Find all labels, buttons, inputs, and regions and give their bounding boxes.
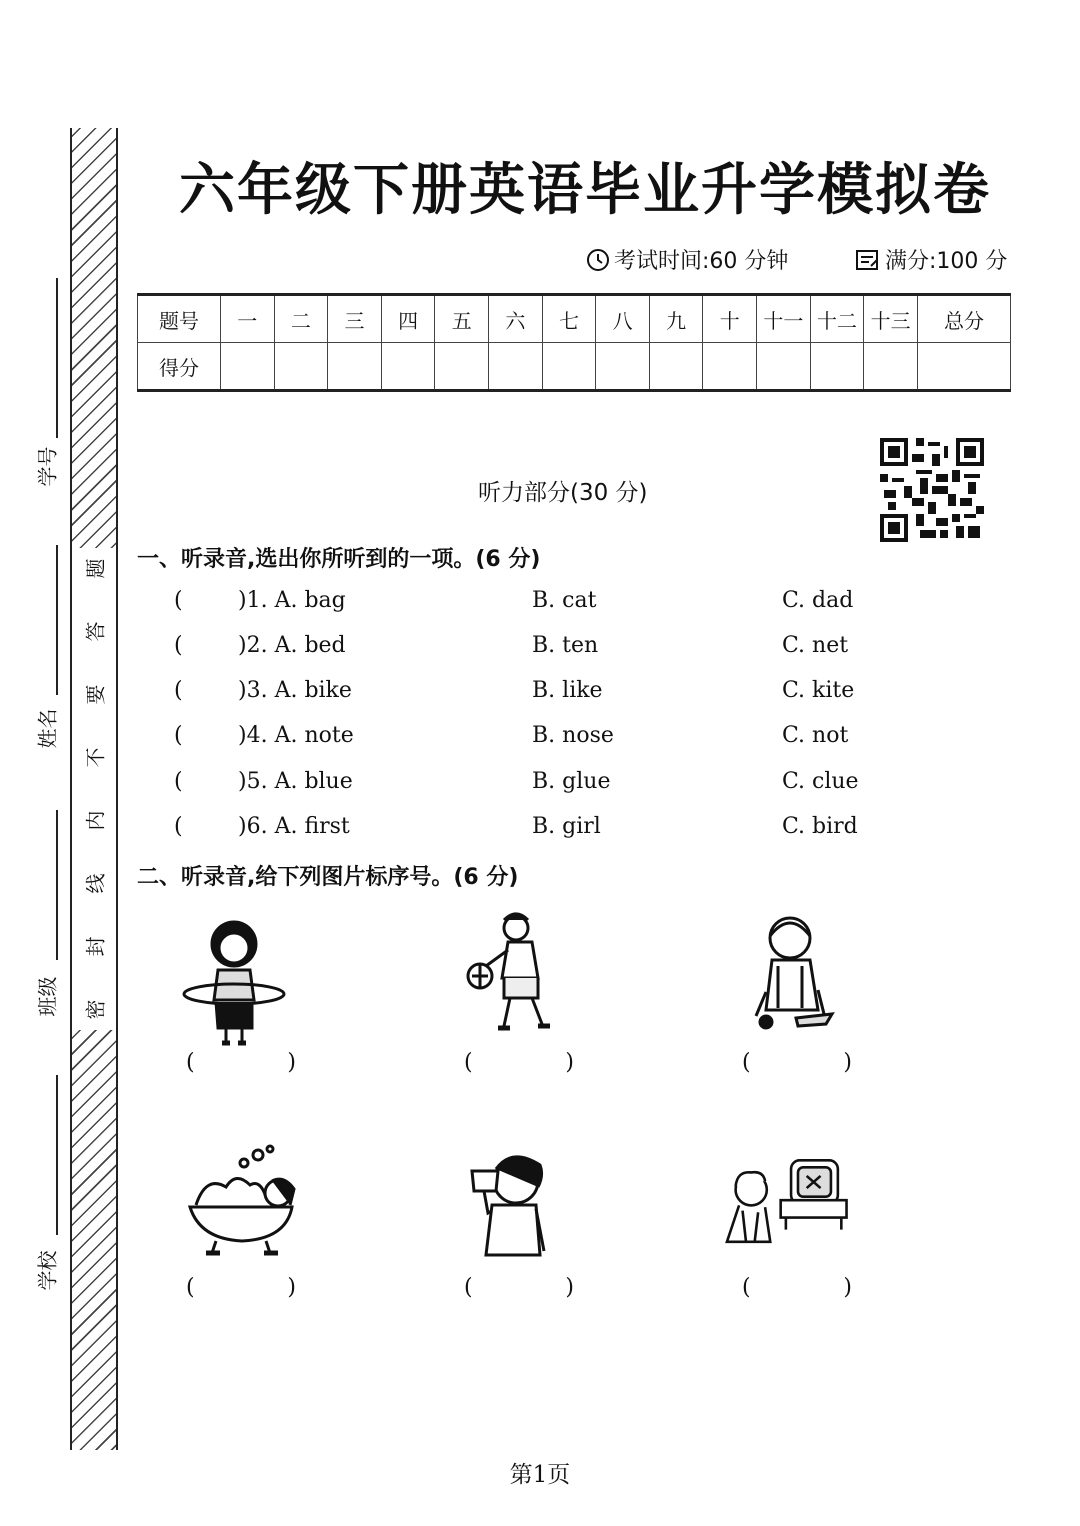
- option-a: )1. A. bag: [238, 588, 346, 613]
- option-b: B. glue: [532, 769, 611, 794]
- boy-drinking-picture: [462, 1138, 592, 1278]
- score-input-cell[interactable]: [864, 343, 918, 391]
- open-paren: (: [742, 1275, 751, 1300]
- option-c: C. net: [782, 633, 849, 658]
- score-input-cell[interactable]: [435, 343, 489, 391]
- binding-warning: [72, 548, 116, 1030]
- score-input-cell[interactable]: [596, 343, 650, 391]
- school-label: 学校: [35, 1250, 60, 1291]
- question-1-heading: 一、听录音,选出你所听到的一项。(6 分): [137, 547, 541, 572]
- question-row: [174, 588, 874, 620]
- score-icon: [855, 248, 881, 272]
- picture-answer[interactable]: [464, 1050, 574, 1075]
- score-input-cell[interactable]: [649, 343, 703, 391]
- option-b: B. nose: [532, 723, 614, 748]
- student-id-label: 学号: [35, 446, 60, 487]
- warning-char: 线: [83, 873, 108, 894]
- warning-char: 不: [83, 747, 108, 768]
- score-cell: 总分: [918, 295, 1011, 343]
- option-c: C. not: [782, 723, 849, 748]
- open-paren: (: [464, 1050, 473, 1075]
- girl-hula-hoop-picture: [178, 910, 308, 1050]
- option-a: )6. A. first: [238, 814, 350, 839]
- score-input-cell[interactable]: [221, 343, 275, 391]
- score-input-cell[interactable]: [328, 343, 382, 391]
- close-paren: ): [843, 1275, 852, 1300]
- answer-blank[interactable]: (: [174, 723, 183, 748]
- page-title: 六年级下册英语毕业升学模拟卷: [179, 158, 991, 223]
- question-2-heading: 二、听录音,给下列图片标序号。(6 分): [137, 865, 519, 890]
- clock-icon: [586, 248, 610, 272]
- score-cell: 四: [381, 295, 435, 343]
- score-table: [137, 293, 1011, 392]
- girl-bath-picture: [186, 1140, 316, 1280]
- score-cell: 十二: [810, 295, 864, 343]
- open-paren: (: [186, 1275, 195, 1300]
- warning-char: 内: [83, 810, 108, 831]
- score-input-cell[interactable]: [542, 343, 596, 391]
- score-cell: 二: [274, 295, 328, 343]
- score-input-cell[interactable]: [757, 343, 811, 391]
- close-paren: ): [565, 1050, 574, 1075]
- option-a: )4. A. note: [238, 723, 354, 748]
- boy-basketball-picture: [458, 905, 588, 1045]
- exam-time: [586, 244, 788, 275]
- class-line[interactable]: [56, 810, 58, 960]
- score-input-cell[interactable]: [489, 343, 543, 391]
- option-b: B. ten: [532, 633, 599, 658]
- question-row: [174, 814, 874, 846]
- warning-char: 答: [83, 621, 108, 642]
- score-cell: 九: [649, 295, 703, 343]
- close-paren: ): [287, 1275, 296, 1300]
- option-c: C. kite: [782, 678, 855, 703]
- picture-answer[interactable]: [464, 1275, 574, 1300]
- answer-blank[interactable]: (: [174, 678, 183, 703]
- score-cell: 七: [542, 295, 596, 343]
- score-input-cell[interactable]: [703, 343, 757, 391]
- score-cell: 六: [489, 295, 543, 343]
- score-cell: 三: [328, 295, 382, 343]
- picture-answer[interactable]: [186, 1275, 296, 1300]
- score-cell: 题号: [138, 295, 221, 343]
- question-row: [174, 678, 874, 710]
- qr-code-icon[interactable]: [880, 438, 984, 542]
- close-paren: ): [843, 1050, 852, 1075]
- exam-time-text: 考试时间:60 分钟: [614, 249, 789, 274]
- score-cell: 十一: [757, 295, 811, 343]
- student-id-line[interactable]: [56, 278, 58, 438]
- score-row-label: 得分: [138, 343, 221, 391]
- question-row: [174, 633, 874, 665]
- school-line[interactable]: [56, 1075, 58, 1235]
- option-a: )5. A. blue: [238, 769, 353, 794]
- picture-answer[interactable]: [742, 1275, 852, 1300]
- warning-char: 密: [83, 999, 108, 1020]
- score-cell: 十: [703, 295, 757, 343]
- option-c: C. bird: [782, 814, 858, 839]
- score-cell: 十三: [864, 295, 918, 343]
- warning-char: 题: [83, 558, 108, 579]
- open-paren: (: [464, 1275, 473, 1300]
- option-b: B. like: [532, 678, 603, 703]
- woman-cooking-picture: [740, 905, 870, 1045]
- name-line[interactable]: [56, 545, 58, 695]
- score-cell: 八: [596, 295, 650, 343]
- answer-blank[interactable]: (: [174, 814, 183, 839]
- question-row: [174, 723, 874, 755]
- page-number: 第1页: [509, 1462, 571, 1488]
- full-score: [855, 244, 1007, 275]
- score-cell: 五: [435, 295, 489, 343]
- answer-blank[interactable]: (: [174, 588, 183, 613]
- option-b: B. cat: [532, 588, 597, 613]
- option-b: B. girl: [532, 814, 601, 839]
- option-c: C. clue: [782, 769, 859, 794]
- score-input-cell[interactable]: [918, 343, 1011, 391]
- warning-char: 要: [83, 684, 108, 705]
- score-table-score-row: [138, 343, 1011, 391]
- full-score-text: 满分:100 分: [885, 249, 1008, 274]
- section-title: 听力部分(30 分): [478, 480, 648, 506]
- score-input-cell[interactable]: [381, 343, 435, 391]
- picture-answer[interactable]: [742, 1050, 852, 1075]
- boy-watching-tv-picture: [720, 1138, 850, 1278]
- open-paren: (: [186, 1050, 195, 1075]
- close-paren: ): [565, 1275, 574, 1300]
- option-a: )2. A. bed: [238, 633, 346, 658]
- name-label: 姓名: [35, 708, 60, 749]
- question-row: [174, 769, 874, 801]
- score-cell: 一: [221, 295, 275, 343]
- class-label: 班级: [35, 976, 60, 1017]
- answer-blank[interactable]: (: [174, 633, 183, 658]
- close-paren: ): [287, 1050, 296, 1075]
- score-input-cell[interactable]: [810, 343, 864, 391]
- warning-char: 封: [83, 936, 108, 957]
- option-a: )3. A. bike: [238, 678, 352, 703]
- picture-answer[interactable]: [186, 1050, 296, 1075]
- score-input-cell[interactable]: [274, 343, 328, 391]
- option-c: C. dad: [782, 588, 854, 613]
- answer-blank[interactable]: (: [174, 769, 183, 794]
- open-paren: (: [742, 1050, 751, 1075]
- score-table-header-row: [138, 295, 1011, 343]
